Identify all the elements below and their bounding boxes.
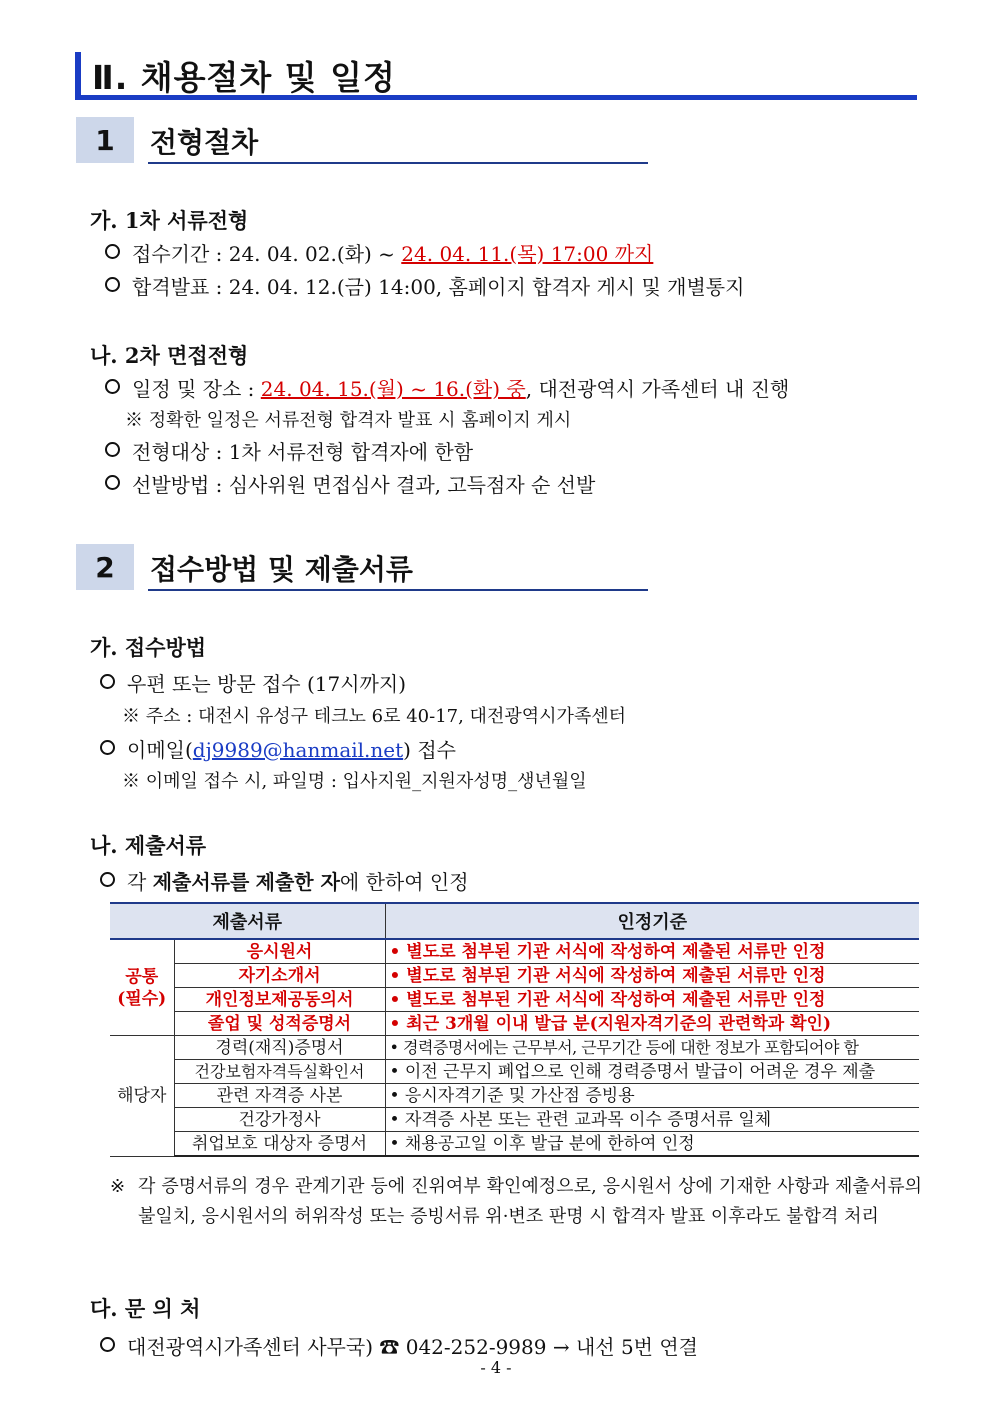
header-criteria: 인정기준 <box>385 903 919 939</box>
interview-date-highlight: 24. 04. 15.(월) ~ 16.(화) 중 <box>260 377 526 401</box>
schedule-note: ※ 정확한 일정은 서류전형 합격자 발표 시 홈페이지 게시 <box>125 410 572 431</box>
contact-info: 대전광역시가족센터 사무국) ☎ 042-252-9989 → 내선 5번 연결 <box>100 1331 698 1360</box>
doc-name: 건강가정사 <box>174 1108 385 1132</box>
email-filename-note: ※ 이메일 접수 시, 파일명 : 입사지원_지원자성명_생년월일 <box>122 771 587 792</box>
doc-criteria: • 자격증 사본 또는 관련 교과목 이수 증명서류 일체 <box>385 1108 919 1132</box>
section-1-underline <box>148 162 648 164</box>
doc-criteria: • 별도로 첨부된 기관 서식에 작성하여 제출된 서류만 인정 <box>385 939 919 964</box>
footnote-text: 각 증명서류의 경우 관계기관 등에 진위여부 확인예정으로, 응시원서 상에 기재한 사항과 제출서류의 불일치, 응시원서의 허위작성 또는 증빙서류 위·변조 판명 시 합격자 발표 이후라도 불합격 처리 <box>138 1176 922 1227</box>
chapter-title: Ⅱ. 채용절차 및 일정 <box>92 58 396 97</box>
doc-name: 관련 자격증 사본 <box>174 1084 385 1108</box>
section-1-number: 1 <box>76 117 134 163</box>
table-header-row <box>110 903 919 939</box>
sub-2a-title: 가. 접수방법 <box>90 635 207 660</box>
circle-bullet-icon <box>100 740 115 755</box>
doc-criteria: • 채용공고일 이후 발급 분에 한하여 인정 <box>385 1132 919 1157</box>
circle-bullet-icon <box>100 872 115 887</box>
doc-name: 취업보호 대상자 증명서 <box>174 1132 385 1157</box>
doc-name: 응시원서 <box>174 939 385 964</box>
table-row <box>110 1132 919 1157</box>
table-row <box>110 988 919 1012</box>
circle-bullet-icon <box>105 475 120 490</box>
documents-intro: 각 제출서류를 제출한 자에 한하여 인정 <box>100 866 469 895</box>
interview-schedule: 일정 및 장소 : 24. 04. 15.(월) ~ 16.(화) 중, 대전광역시 가족센터 내 진행 <box>105 373 789 402</box>
circle-bullet-icon <box>105 244 120 259</box>
doc-criteria: • 별도로 첨부된 기관 서식에 작성하여 제출된 서류만 인정 <box>385 964 919 988</box>
section-2-title: 접수방법 및 제출서류 <box>150 553 413 586</box>
table-row <box>110 1060 919 1084</box>
section-2-number: 2 <box>76 544 134 590</box>
interview-target: 전형대상 : 1차 서류전형 합격자에 한함 <box>105 436 473 465</box>
documents-table <box>110 902 919 1157</box>
chapter-title-bar <box>75 52 81 98</box>
category-optional: 해당자 <box>110 1036 174 1157</box>
doc-criteria: • 경력증명서에는 근무부서, 근무기간 등에 대한 정보가 포함되어야 함 <box>385 1036 919 1060</box>
table-row <box>110 1036 919 1060</box>
sub-a-title: 가. 1차 서류전형 <box>90 208 249 233</box>
table-row <box>110 1108 919 1132</box>
table-row <box>110 964 919 988</box>
deadline-highlight: 24. 04. 11.(목) 17:00 까지 <box>401 242 654 266</box>
verification-footnote <box>110 1172 922 1232</box>
email-application: 이메일(dj9989@hanmail.net) 접수 <box>100 734 456 763</box>
address-note: ※ 주소 : 대전시 유성구 테크노 6로 40-17, 대전광역시가족센터 <box>122 706 627 727</box>
result-announcement: 합격발표 : 24. 04. 12.(금) 14:00, 홈페이지 합격자 게시 및 개별통지 <box>105 271 744 300</box>
doc-criteria: • 이전 근무지 폐업으로 인해 경력증명서 발급이 어려운 경우 제출 <box>385 1060 919 1084</box>
doc-name: 경력(재직)증명서 <box>174 1036 385 1060</box>
doc-name: 자기소개서 <box>174 964 385 988</box>
doc-criteria: • 응시자격기준 및 가산점 증빙용 <box>385 1084 919 1108</box>
sub-2b-title: 나. 제출서류 <box>90 833 207 858</box>
circle-bullet-icon <box>105 442 120 457</box>
category-common: 공통 (필수) <box>110 939 174 1036</box>
circle-bullet-icon <box>105 277 120 292</box>
section-2-underline <box>148 589 648 591</box>
circle-bullet-icon <box>105 379 120 394</box>
sub-2c-title: 다. 문 의 처 <box>90 1296 201 1321</box>
application-period: 접수기간 : 24. 04. 02.(화) ~ 24. 04. 11.(목) 17:00 까지 <box>105 238 653 267</box>
circle-bullet-icon <box>100 1337 115 1352</box>
table-row <box>110 1084 919 1108</box>
doc-name: 졸업 및 성적증명서 <box>174 1012 385 1036</box>
doc-name: 개인정보제공동의서 <box>174 988 385 1012</box>
section-1-title: 전형절차 <box>150 126 259 159</box>
email-link[interactable]: dj9989@hanmail.net <box>192 738 404 762</box>
table-row <box>110 1012 919 1036</box>
doc-criteria: • 최근 3개월 이내 발급 분(지원자격기준의 관련학과 확인) <box>385 1012 919 1036</box>
header-documents: 제출서류 <box>110 903 385 939</box>
circle-bullet-icon <box>100 674 115 689</box>
doc-criteria: • 별도로 첨부된 기관 서식에 작성하여 제출된 서류만 인정 <box>385 988 919 1012</box>
doc-name: 건강보험자격득실확인서 <box>174 1060 385 1084</box>
page-number: - 4 - <box>480 1358 512 1377</box>
table-row <box>110 939 919 964</box>
postal-visit-application: 우편 또는 방문 접수 (17시까지) <box>100 668 406 697</box>
selection-method: 선발방법 : 심사위원 면접심사 결과, 고득점자 순 선발 <box>105 469 595 498</box>
footnote-mark: ※ <box>110 1176 126 1197</box>
sub-b-title: 나. 2차 면접전형 <box>90 343 249 368</box>
